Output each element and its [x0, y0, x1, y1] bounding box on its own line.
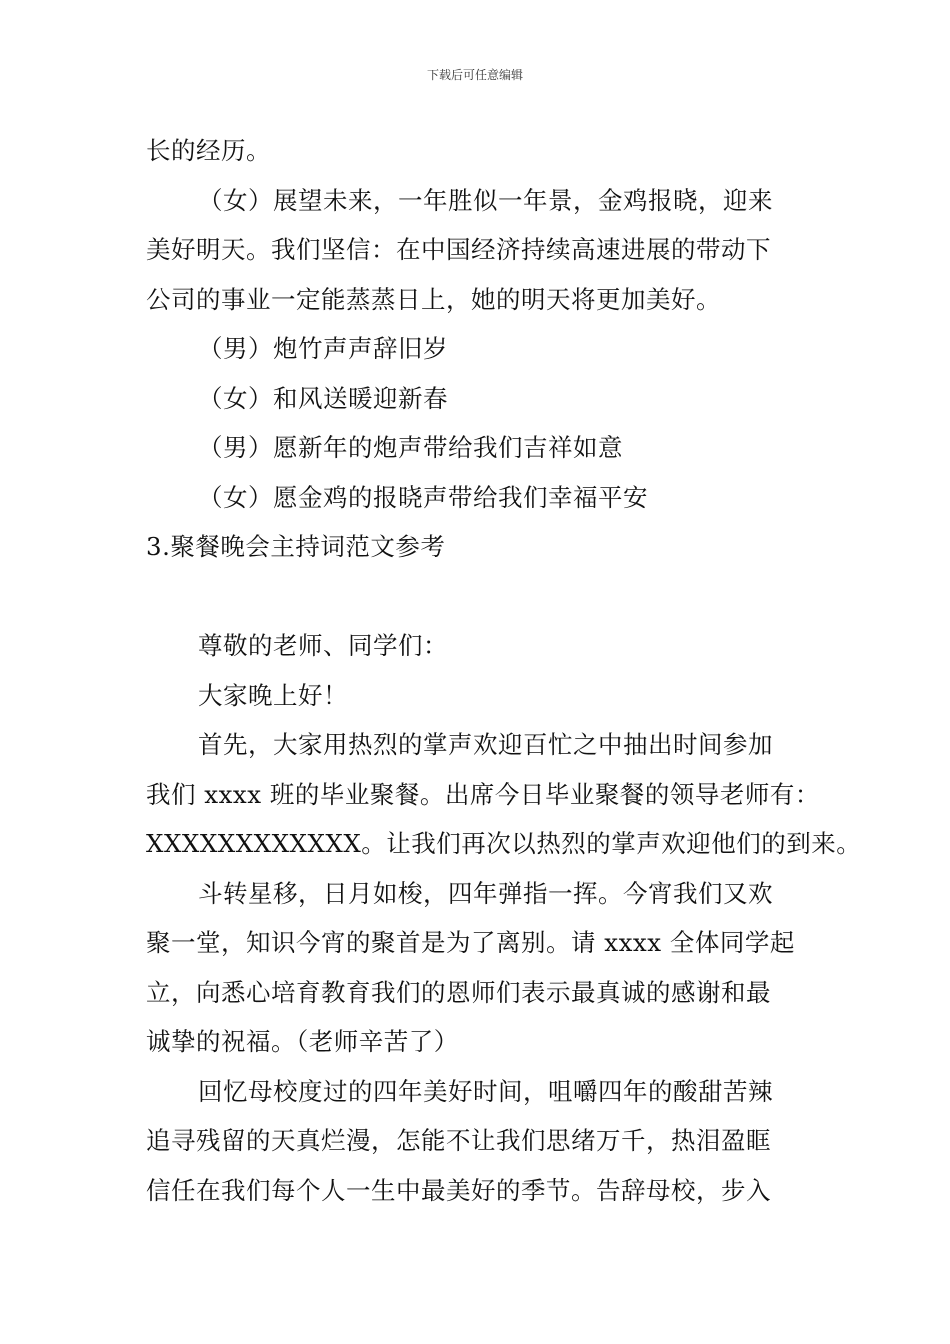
text-line: 聚一堂，知识今宵的聚首是为了离别。请 xxxx 全体同学起 [146, 928, 795, 957]
text-line: 回忆母校度过的四年美好时间，咀嚼四年的酸甜苦辣 [198, 1076, 773, 1106]
page-header-note: 下载后可任意编辑 [426, 68, 523, 82]
text-line: 长的经历。 [146, 136, 271, 165]
text-line: 尊敬的老师、同学们： [198, 631, 448, 660]
text-line: （男）愿新年的炮声带给我们吉祥如意 [198, 433, 623, 462]
text-line: 信任在我们每个人一生中最美好的季节。告辞母校，步入 [146, 1175, 771, 1205]
document-body [146, 126, 862, 1215]
text-line: 公司的事业一定能蒸蒸日上，她的明天将更加美好。 [146, 284, 721, 314]
blank-line [146, 572, 816, 622]
text-line: 我们 xxxx 班的毕业聚餐。出席今日毕业聚餐的领导老师有： [146, 779, 820, 809]
text-line: （女）和风送暖迎新春 [198, 383, 448, 413]
text-line: 首先，大家用热烈的掌声欢迎百忙之中抽出时间参加 [198, 730, 773, 759]
text-line: 斗转星移，日月如梭，四年弹指一挥。今宵我们又欢 [198, 878, 773, 908]
text-line: （男）炮竹声声辞旧岁 [198, 334, 448, 363]
text-line: （女）愿金鸡的报晓声带给我们幸福平安 [198, 482, 648, 512]
text-line: 美好明天。我们坚信：在中国经济持续高速进展的带动下 [146, 235, 771, 264]
section-heading: 3.聚餐晚会主持词范文参考 [146, 532, 446, 561]
text-line: 立，向悉心培育教育我们的恩师们表示最真诚的感谢和最 [146, 977, 771, 1007]
text-line: 诚挚的祝福。（老师辛苦了） [146, 1027, 459, 1056]
text-line: （女）展望未来，一年胜似一年景，金鸡报晓，迎来 [198, 185, 773, 215]
text-line: 追寻残留的天真烂漫，怎能不让我们思绪万千，热泪盈眶 [146, 1126, 771, 1155]
text-line: 大家晚上好！ [198, 680, 348, 710]
text-line: XXXXXXXXXXXX。让我们再次以热烈的掌声欢迎他们的到来。 [146, 829, 862, 858]
